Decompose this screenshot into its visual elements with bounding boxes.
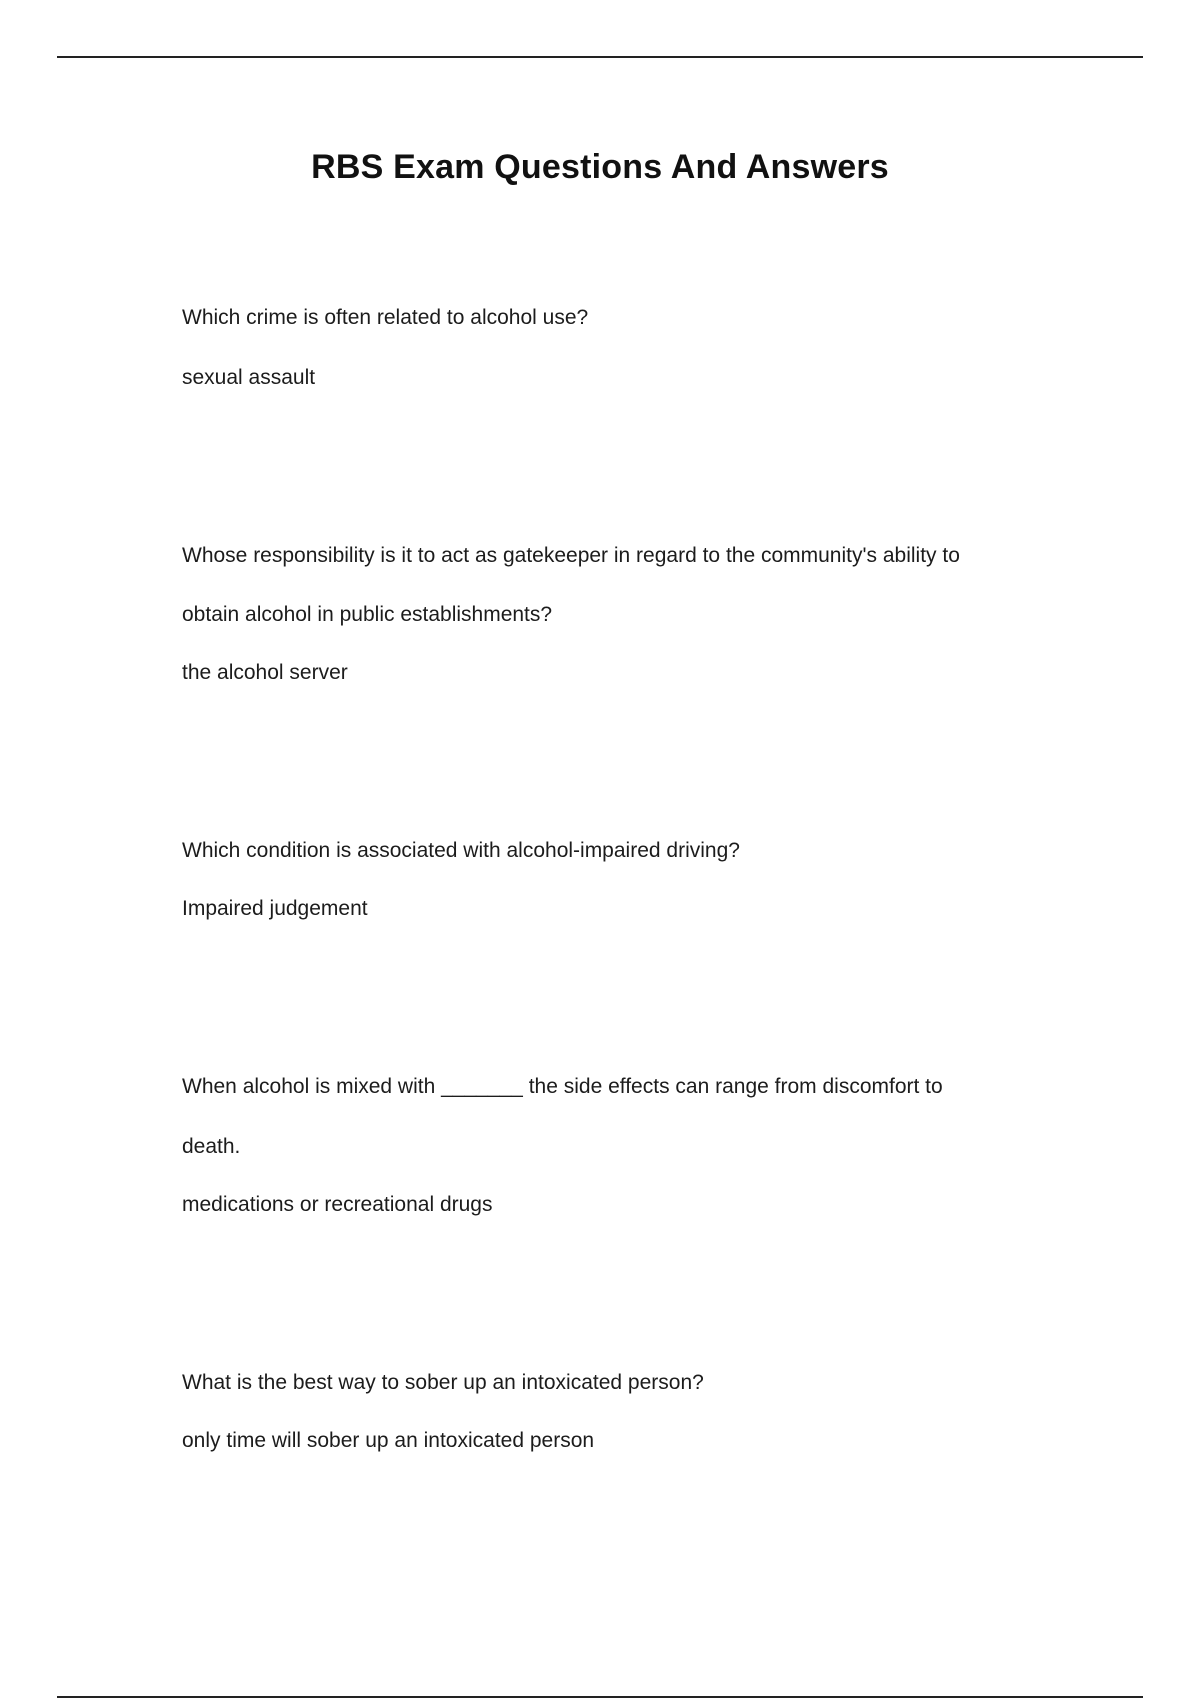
question-2-line-1: Whose responsibility is it to act as gatekeeper in regard to the community's ability to	[182, 544, 960, 567]
page-title: RBS Exam Questions And Answers	[311, 148, 889, 186]
question-4-line-2: death.	[182, 1135, 241, 1158]
answer-3: Impaired judgement	[182, 897, 368, 920]
question-1-line-1: Which crime is often related to alcohol use?	[182, 306, 589, 329]
answer-2: the alcohol server	[182, 661, 348, 684]
question-4-line-1: When alcohol is mixed with _______ the side effects can range from discomfort to	[182, 1075, 943, 1098]
bottom-divider	[57, 1696, 1143, 1698]
question-2-line-2: obtain alcohol in public establishments?	[182, 603, 553, 626]
top-divider	[57, 56, 1143, 58]
answer-1: sexual assault	[182, 366, 316, 389]
answer-5: only time will sober up an intoxicated person	[182, 1429, 595, 1452]
question-3-line-1: Which condition is associated with alcohol-impaired driving?	[182, 839, 740, 862]
question-5-line-1: What is the best way to sober up an intoxicated person?	[182, 1371, 704, 1394]
answer-4: medications or recreational drugs	[182, 1193, 493, 1216]
